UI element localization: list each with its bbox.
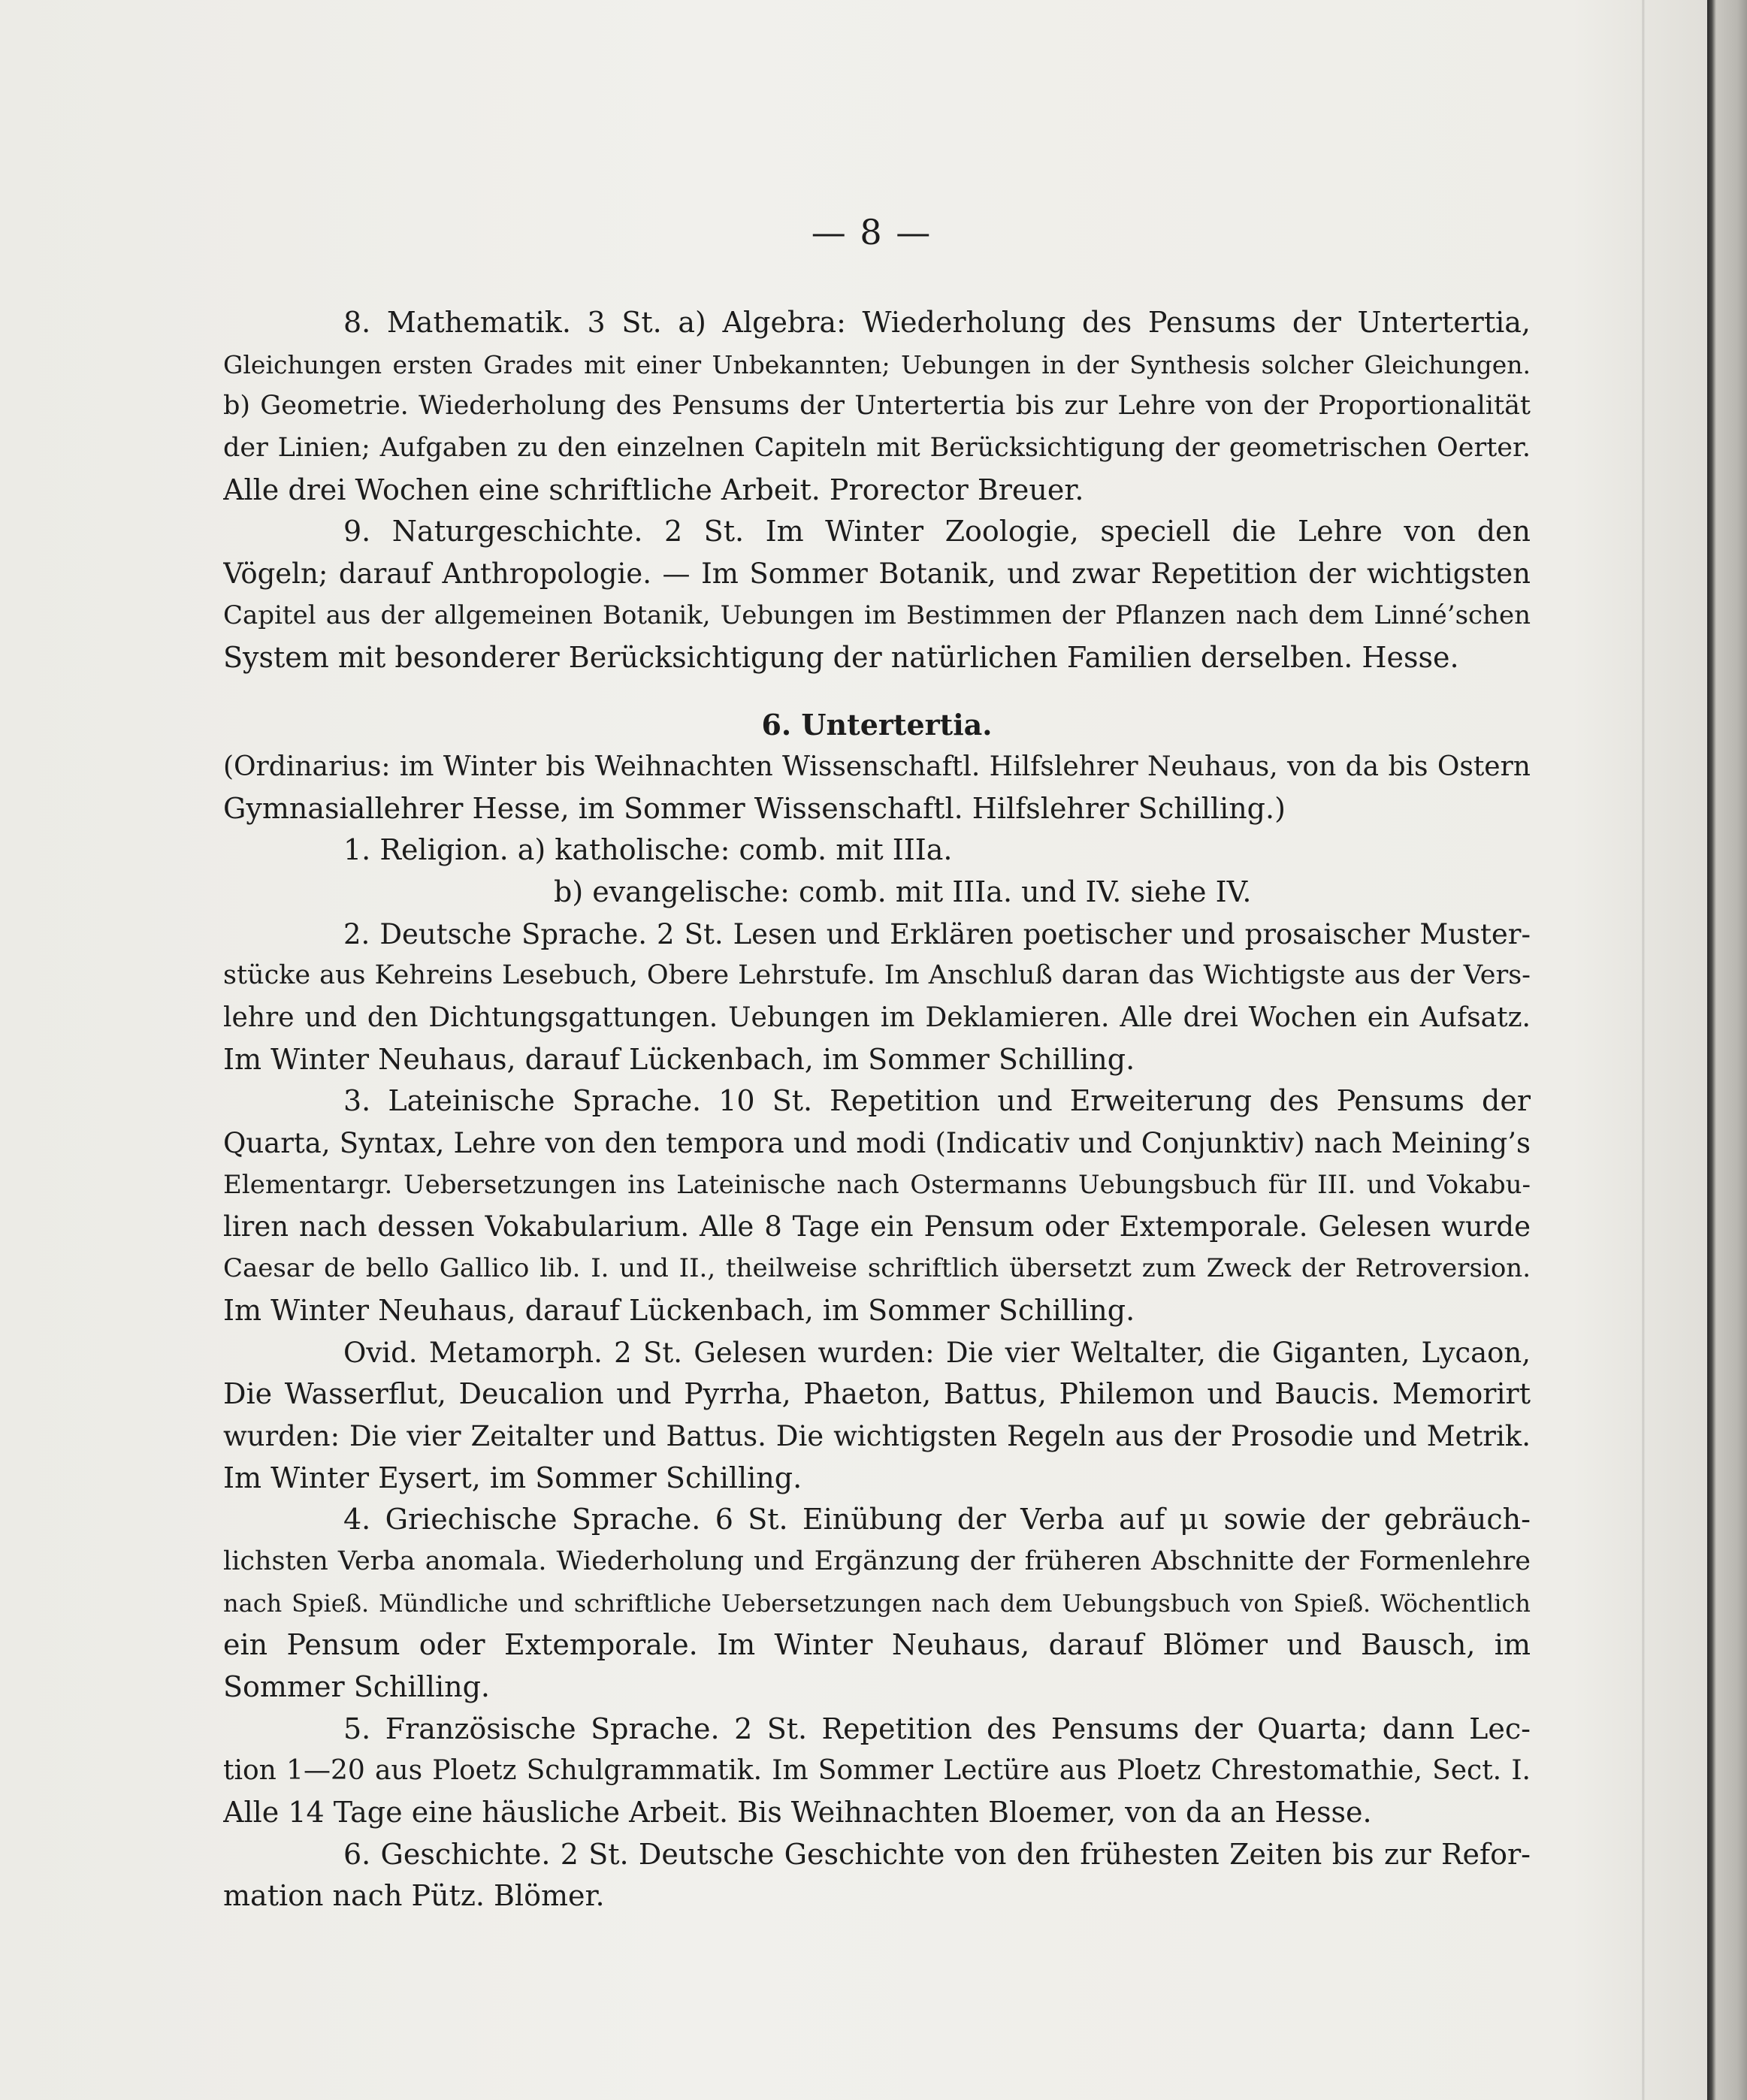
text-block bbox=[223, 302, 1531, 1917]
text-line: lehre und den Dichtungsgattungen. Uebungen im Deklamieren. Alle drei Wochen ein Aufsatz. bbox=[223, 1002, 1531, 1033]
text-line: 2. Deutsche Sprache. 2 St. Lesen und Erklären poetischer und prosaischer Muster- bbox=[343, 917, 1531, 950]
text-line: 3. Lateinische Sprache. 10 St. Repetition und Erweiterung des Pensums der bbox=[343, 1084, 1531, 1118]
text-line: 5. Französische Sprache. 2 St. Repetition des Pensums der Quarta; dann Lec- bbox=[343, 1712, 1531, 1745]
text-line: Im Winter Neuhaus, darauf Lückenbach, im Sommer Schilling. bbox=[223, 1042, 1135, 1076]
text-line: Im Winter Eysert, im Sommer Schilling. bbox=[223, 1461, 802, 1494]
text-line: b) evangelische: comb. mit IIIa. und IV. siehe IV. bbox=[554, 875, 1252, 908]
text-line: b) Geometrie. Wiederholung des Pensums der Untertertia bis zur Lehre von der Proportionalität bbox=[223, 391, 1531, 422]
text-line: Vögeln; darauf Anthropologie. — Im Sommer Botanik, und zwar Repetition der wichtigsten bbox=[223, 557, 1531, 591]
page-edge bbox=[1707, 0, 1747, 2100]
text-line: der Linien; Aufgaben zu den einzelnen Capiteln mit Berücksichtigung der geometrischen Oerter. bbox=[223, 433, 1531, 464]
text-line: Elementargr. Uebersetzungen ins Lateinische nach Ostermanns Uebungsbuch für III. und Vokabu- bbox=[223, 1169, 1531, 1200]
text-line: Ovid. Metamorph. 2 St. Gelesen wurden: Die vier Weltalter, die Giganten, Lycaon, bbox=[343, 1336, 1531, 1369]
text-line: System mit besonderer Berücksichtigung der natürlichen Familien derselben. Hesse. bbox=[223, 640, 1459, 674]
text-line: lichsten Verba anomala. Wiederholung und Ergänzung der früheren Abschnitte der Formenlehre bbox=[223, 1546, 1531, 1576]
text-line: liren nach dessen Vokabularium. Alle 8 Tage ein Pensum oder Extemporale. Gelesen wurde bbox=[223, 1210, 1531, 1243]
text-line: Alle 14 Tage eine häusliche Arbeit. Bis Weihnachten Bloemer, von da an Hesse. bbox=[223, 1796, 1372, 1830]
page-number: — 8 — bbox=[811, 212, 932, 252]
section-heading: 6. Untertertia. bbox=[761, 708, 993, 742]
text-line: Gymnasiallehrer Hesse, im Sommer Wissenschaftl. Hilfslehrer Schilling.) bbox=[223, 791, 1286, 825]
text-line: stücke aus Kehreins Lesebuch, Obere Lehrstufe. Im Anschluß daran das Wichtigste aus der Vers- bbox=[223, 960, 1531, 991]
text-line: Die Wasserflut, Deucalion und Pyrrha, Phaeton, Battus, Philemon und Baucis. Memorirt bbox=[223, 1377, 1531, 1411]
text-line: 4. Griechische Sprache. 6 St. Einübung der Verba auf μι sowie der gebräuch- bbox=[343, 1503, 1531, 1536]
text-line: Gleichungen ersten Grades mit einer Unbekannten; Uebungen in der Synthesis solcher Gleichungen. bbox=[223, 349, 1531, 379]
text-line: Alle drei Wochen eine schriftliche Arbeit. Prorector Breuer. bbox=[223, 473, 1084, 506]
text-line: ein Pensum oder Extemporale. Im Winter Neuhaus, darauf Blömer und Bausch, im bbox=[223, 1628, 1531, 1662]
text-line: Im Winter Neuhaus, darauf Lückenbach, im Sommer Schilling. bbox=[223, 1293, 1135, 1327]
text-line: (Ordinarius: im Winter bis Weihnachten Wissenschaftl. Hilfslehrer Neuhaus, von da bis Ostern bbox=[223, 751, 1531, 782]
text-line: Caesar de bello Gallico lib. I. und II., theilweise schriftlich übersetzt zum Zweck der Retroversion. bbox=[223, 1253, 1531, 1284]
text-line: Quarta, Syntax, Lehre von den tempora und modi (Indicativ und Conjunktiv) nach Meining’s bbox=[223, 1127, 1531, 1160]
text-line: wurden: Die vier Zeitalter und Battus. Die wichtigsten Regeln aus der Prosodie und Metrik. bbox=[223, 1419, 1531, 1452]
fold-line bbox=[1642, 0, 1645, 2100]
text-line: 1. Religion. a) katholische: comb. mit IIIa. bbox=[343, 833, 953, 867]
section-gap bbox=[223, 678, 1531, 704]
text-line: mation nach Pütz. Blömer. bbox=[223, 1879, 605, 1913]
text-line: 9. Naturgeschichte. 2 St. Im Winter Zoologie, speciell die Lehre von den bbox=[343, 515, 1531, 548]
text-line: Capitel aus der allgemeinen Botanik, Uebungen im Bestimmen der Pflanzen nach dem Linné’schen bbox=[223, 600, 1531, 630]
text-line: 6. Geschichte. 2 St. Deutsche Geschichte von den frühesten Zeiten bis zur Refor- bbox=[343, 1837, 1531, 1871]
text-line: nach Spieß. Mündliche und schriftliche Uebersetzungen nach dem Uebungsbuch von Spieß. Wöchentlich bbox=[223, 1588, 1531, 1618]
text-line: Sommer Schilling. bbox=[223, 1670, 490, 1703]
text-line: 8. Mathematik. 3 St. a) Algebra: Wiederholung des Pensums der Untertertia, bbox=[343, 306, 1531, 339]
text-line: tion 1—20 aus Ploetz Schulgrammatik. Im Sommer Lectüre aus Ploetz Chrestomathie, Sect. I. bbox=[223, 1755, 1531, 1787]
